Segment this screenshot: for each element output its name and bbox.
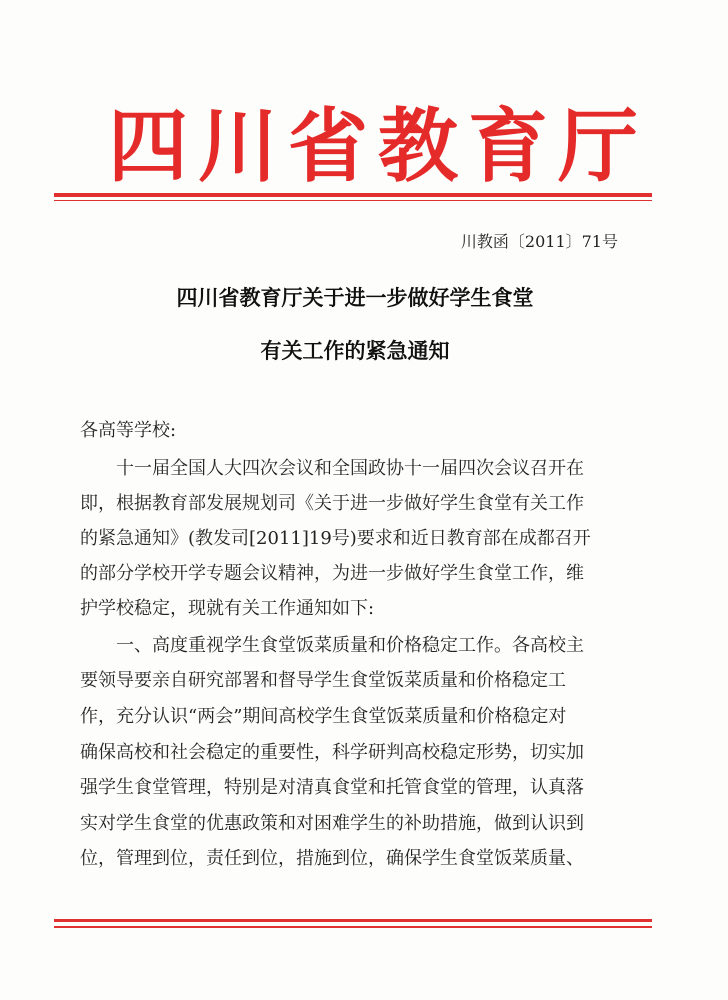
body-line: 即，根据教育部发展规划司《关于进一步做好学生食堂有关工作 bbox=[80, 493, 584, 514]
body-line: 的紧急通知》(教发司[2011]19号)要求和近日教育部在成都召开 bbox=[80, 528, 591, 549]
salutation: 各高等学校: bbox=[80, 420, 177, 441]
header-rule-thin bbox=[54, 200, 652, 201]
body-line: 要领导要亲自研究部署和督导学生食堂饭菜质量和价格稳定工 bbox=[80, 670, 566, 691]
body-line: 确保高校和社会稳定的重要性，科学研判高校稳定形势，切实加 bbox=[80, 742, 584, 763]
footer-rule-thick bbox=[54, 919, 652, 922]
body-line: 十一届全国人大四次会议和全国政协十一届四次会议召开在 bbox=[116, 458, 584, 479]
body-line: 位，管理到位，责任到位，措施到位，确保学生食堂饭菜质量、 bbox=[80, 848, 584, 869]
footer-rule-thin bbox=[54, 926, 652, 928]
body-line: 护学校稳定，现就有关工作通知如下: bbox=[80, 598, 375, 619]
document-heading-line-2: 有关工作的紧急通知 bbox=[260, 338, 450, 363]
body-line: 的部分学校开学专题会议精神，为进一步做好学生食堂工作，维 bbox=[80, 563, 584, 584]
document-heading-line-1: 四川省教育厅关于进一步做好学生食堂 bbox=[176, 285, 534, 310]
body-line: 实对学生食堂的优惠政策和对困难学生的补助措施，做到认识到 bbox=[80, 813, 584, 834]
body-line: 一、高度重视学生食堂饭菜质量和价格稳定工作。各高校主 bbox=[116, 635, 584, 656]
document-number: 川教函〔2011〕71号 bbox=[460, 232, 618, 251]
header-rule-thick bbox=[54, 193, 652, 197]
issuer-header-title: 四川省教育厅 bbox=[108, 99, 648, 193]
body-line: 作，充分认识“两会”期间高校学生食堂饭菜质量和价格稳定对 bbox=[80, 706, 567, 727]
body-line: 强学生食堂管理，特别是对清真食堂和托管食堂的管理，认真落 bbox=[80, 777, 584, 798]
